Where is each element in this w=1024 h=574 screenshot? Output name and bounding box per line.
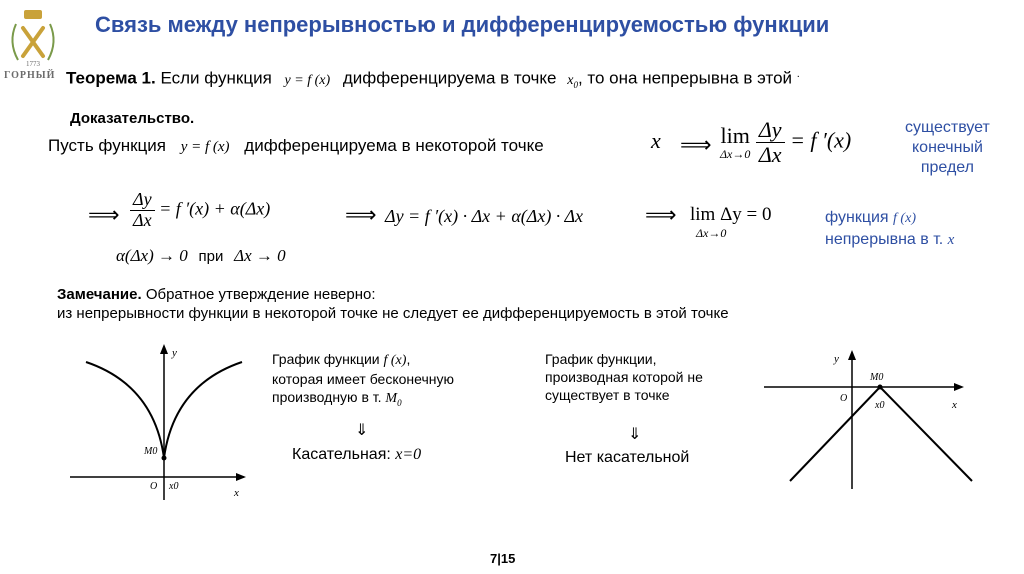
graph2-caption-b: производная которой не xyxy=(545,369,703,385)
graph1-tangent-eq: x=0 xyxy=(395,446,422,463)
dy-dx-fraction xyxy=(756,118,785,167)
proof-var-x: x xyxy=(651,128,661,153)
graph2-label-m0: M0 xyxy=(870,372,884,383)
logo-text: ГОРНЫЙ xyxy=(4,70,56,81)
graph2-caption xyxy=(545,350,703,404)
note2-line-1: функция xyxy=(825,209,889,226)
graph1-caption: График функции f (x), которая имеет бесконечную производную в т. $M_0$ xyxy=(272,351,454,408)
note-finite-limit xyxy=(905,118,990,178)
equation-3: Δy = f ′(x) · Δx + α(Δx) · Δx xyxy=(385,206,584,226)
graph1-implies: ⇓ xyxy=(355,422,369,439)
graph1-curve-right xyxy=(164,362,242,458)
lim-word: lim xyxy=(720,122,750,148)
proof-formula-1: y = f (x) xyxy=(180,139,230,155)
graph2-point-m0 xyxy=(878,385,883,390)
graph1-label-m0: M0 xyxy=(144,446,158,457)
proof-label: Доказательство. xyxy=(70,110,195,127)
graph2-x-arrow xyxy=(954,383,964,391)
graph-cusp xyxy=(66,340,266,505)
theorem-text-2: дифференцируема в точке xyxy=(342,68,557,88)
lim-rhs: = f ′(x) xyxy=(790,127,852,153)
graph2-no-tangent: Нет касательной xyxy=(565,449,690,466)
page-number: 7|15 xyxy=(490,551,516,566)
theorem-formula: y = f (x) xyxy=(284,72,331,88)
graph2-caption-a: График функции, xyxy=(545,351,657,367)
implies-arrow-2: ⟹ xyxy=(88,202,120,227)
graph1-caption-b: которая имеет бесконечную xyxy=(272,371,454,387)
equation-4-lim: lim Δy = 0 xyxy=(690,204,772,225)
limit-derivative xyxy=(720,118,851,167)
note2-x: x xyxy=(947,232,955,248)
graph1-caption-m: $M_0$ xyxy=(385,391,402,408)
pri-word: при xyxy=(198,248,224,265)
graph-corner xyxy=(762,344,982,494)
note2-f: f (x) xyxy=(893,211,916,226)
note1-line-3: предел xyxy=(920,159,975,176)
graph1-caption-c: производную в т. xyxy=(272,389,382,405)
remark-line-1 xyxy=(57,286,376,303)
graph2-implies: ⇓ xyxy=(628,426,642,443)
implies-arrow-4: ⟹ xyxy=(645,202,677,227)
graph1-y-arrow xyxy=(160,344,168,354)
logo-year: 1773 xyxy=(26,60,40,68)
implies-arrow-3: ⟹ xyxy=(345,202,377,227)
graph1-tangent-label: Касательная: xyxy=(292,446,391,463)
graph1-caption-a: График функции xyxy=(272,351,380,367)
note2-line-2: непрерывна в т. xyxy=(825,231,944,248)
note-continuous xyxy=(825,207,954,251)
graph2-label-o: O xyxy=(840,393,848,404)
graph1-tangent xyxy=(292,446,421,464)
dy-dx-fraction-2: $\frac{\Delta y}{\Delta x}$ xyxy=(130,190,155,231)
graph1-x-arrow xyxy=(236,473,246,481)
equation-4-sub: Δx→0 xyxy=(696,226,727,240)
theorem-tail: . xyxy=(796,68,800,80)
equation-4 xyxy=(690,204,772,241)
graph1-caption-f: f (x) xyxy=(383,353,407,368)
graph2-label-x: x xyxy=(952,399,957,411)
remark-text-1: Обратное утверждение неверно: xyxy=(145,286,376,303)
graph1-label-x: x xyxy=(234,487,239,499)
crown-icon xyxy=(24,10,42,19)
dx-to-zero: Δx → 0 xyxy=(234,246,286,265)
graph2-caption-c: существует в точке xyxy=(545,387,670,403)
theorem-label: Теорема 1. xyxy=(66,68,156,88)
equation-2-rhs: = f ′(x) + α(Δx) xyxy=(159,198,271,219)
graph1-label-x0: x0 xyxy=(169,481,179,492)
alpha-expr: α(Δx) → 0 xyxy=(116,246,188,265)
lim-sub: Δx→0 xyxy=(720,146,751,161)
implies-arrow-1: ⟹ xyxy=(680,132,712,157)
dy: Δy xyxy=(756,118,785,143)
graph1-curve-left xyxy=(86,362,164,458)
hammers-icon xyxy=(23,28,43,56)
theorem-text-1: Если функция xyxy=(160,68,272,88)
remark-line-2: из непрерывности функции в некоторой точке не следует ее дифференцируемость в этой точке xyxy=(57,305,729,322)
remark-label: Замечание. xyxy=(57,286,142,303)
equation-2 xyxy=(130,190,270,231)
graph1-label-y: y xyxy=(172,347,177,359)
alpha-condition xyxy=(116,246,286,266)
graph2-line-left xyxy=(790,387,880,481)
theorem-text-3: , то она непрерывна в этой xyxy=(577,68,793,88)
note1-line-1: существует xyxy=(905,119,990,136)
proof-text-2: дифференцируема в некоторой точке xyxy=(244,136,544,155)
graph1-label-o: O xyxy=(150,481,158,492)
theorem-point: $x_0$ xyxy=(567,72,578,90)
graph2-y-arrow xyxy=(848,350,856,360)
graph2-label-y: y xyxy=(834,353,839,365)
dx: Δx xyxy=(758,142,782,168)
graph1-point-m0 xyxy=(162,456,167,461)
page-title: Связь между непрерывностью и дифференцируемостью функции xyxy=(95,12,830,37)
theorem-line xyxy=(66,68,800,89)
graph2-label-x0: x0 xyxy=(875,400,885,411)
proof-text-1: Пусть функция xyxy=(48,136,166,155)
graph2-line-right xyxy=(880,387,972,481)
note1-line-2: конечный xyxy=(911,139,983,156)
proof-line-1 xyxy=(48,136,544,156)
